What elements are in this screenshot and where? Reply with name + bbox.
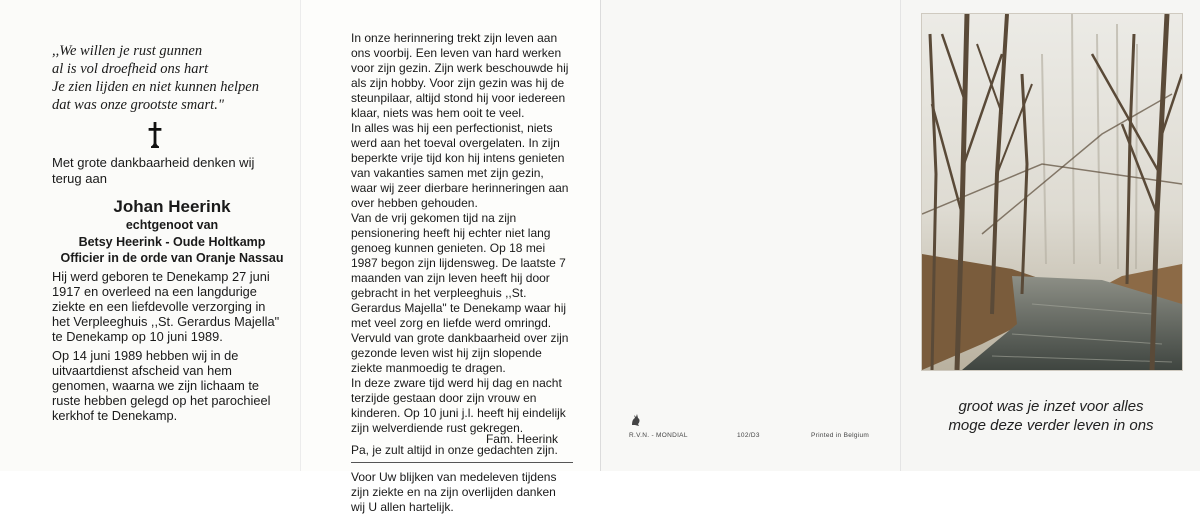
motto bbox=[901, 397, 1200, 435]
publisher-label: R.V.N. - MONDIAL bbox=[629, 432, 688, 439]
poem-line: al is vol droefheid ons hart bbox=[52, 61, 209, 77]
spouse-name: Betsy Heerink - Oude Holtkamp bbox=[78, 234, 266, 249]
front-panel bbox=[0, 0, 300, 471]
poem bbox=[52, 42, 292, 114]
story-paragraph: In deze zware tijd werd hij dag en nacht terzijde gestaan door zijn vrouw en kinderen. Op 10 juni j.l. heeft hij eindelijk zijn welverdiende rust gekregen. bbox=[351, 376, 566, 435]
forest-photo-icon bbox=[921, 13, 1183, 371]
story-paragraph: In onze herinnering trekt zijn leven aan ons voorbij. Een leven van hard werken voor zijn gezin. Zijn werk beschouwde hij als zijn hobby. Voor zijn gezin was hij de steunpilaar, altijd stond hij voor iedereen klaar, niets was hem ooit te veel. bbox=[351, 31, 569, 120]
poem-line: dat was onze grootste smart." bbox=[52, 97, 224, 113]
printed-in-label: Printed in Belgium bbox=[811, 432, 870, 439]
honor-line: Officier in de orde van Oranje Nassau bbox=[60, 251, 284, 265]
deceased-block bbox=[52, 197, 292, 267]
intro-text: Met grote dankbaarheid denken wij terug aan bbox=[52, 155, 255, 186]
story-panel bbox=[300, 0, 600, 514]
motto-line: moge deze verder leven in ons bbox=[948, 417, 1154, 434]
story-paragraph: Van de vrij gekomen tijd na zijn pensionering heeft hij echter niet lang genoeg kunnen genieten. Op 18 mei 1987 begon zijn lijdensweg. De laatste 7 maanden van zijn leven heeft hij door gebracht in het verpleeghuis ,,St. Gerardus Majella" te Denekamp waar hij met veel zorg en liefde werd omringd. Vervuld van grote dankbaarheid over zijn gezonde leven wist hij zijn slopende ziekte manmoedig te dragen. bbox=[351, 211, 569, 375]
spouse-line: echtgenoot van bbox=[125, 218, 219, 232]
biography bbox=[52, 269, 282, 427]
deceased-name: Johan Heerink bbox=[113, 197, 231, 216]
thanks-text: Voor Uw blijken van medeleven tijdens zijn ziekte en na zijn overlijden danken wij U allen hartelijk. bbox=[351, 470, 557, 514]
divider bbox=[351, 462, 573, 463]
back-panel bbox=[600, 0, 900, 471]
print-code: 102/D3 bbox=[737, 432, 760, 439]
poem-line: Je zien lijden en niet kunnen helpen bbox=[52, 79, 259, 95]
family-signature: Fam. Heerink bbox=[485, 432, 558, 446]
story-paragraph: In alles was hij een perfectionist, niets werd aan het toeval overgelaten. In zijn beperkte vrije tijd kon hij intens genieten van vakanties samen met zijn gezin, waar wij zeer dierbare herinneringen aan over hebben gehouden. bbox=[351, 121, 569, 210]
poem-line: ,,We willen je rust gunnen bbox=[52, 43, 203, 59]
bio-paragraph: Hij werd geboren te Denekamp 27 juni 1917 en overleed na een langdurige ziekte en een liefdevolle verzorging in het Verpleeghuis ,,St. Gerardus Majella" te Denekamp op 10 juni 1989. bbox=[52, 269, 280, 344]
photo-panel bbox=[900, 0, 1200, 471]
bio-paragraph: Op 14 juni 1989 hebben wij in de uitvaartdienst afscheid van hem genomen, waarna we zijn lichaam te ruste hebben gelegd op het parochieel kerkhof te Denekamp. bbox=[52, 348, 271, 423]
cross-icon bbox=[147, 122, 163, 148]
motto-line: groot was je inzet voor alles bbox=[958, 398, 1144, 415]
farewell-line: Pa, je zult altijd in onze gedachten zijn. bbox=[351, 443, 558, 457]
bird-logo-icon bbox=[629, 413, 643, 427]
